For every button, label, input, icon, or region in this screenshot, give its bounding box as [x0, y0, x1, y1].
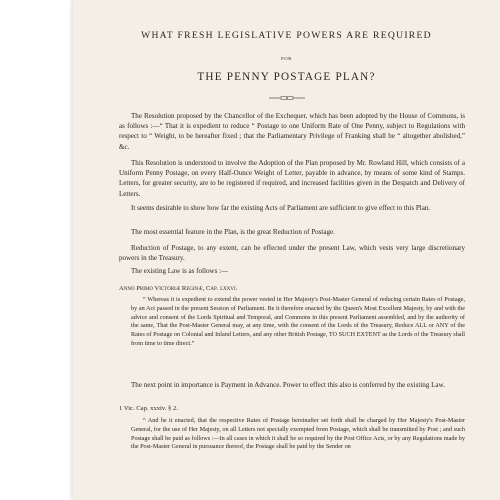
ornament-divider — [269, 96, 305, 100]
statute-quote-2: “ And be it enacted, that the respective Rates of Postage hereinafter set forth shall be charged by Her Majesty's Post-Master General, for the use of Her Majesty, on all Letters not specially exempted from Postage, which shall be transmitted by Post ; and such Postage shall be paid as follows :—In all cases in which it shall be so required by the Post Office Acts, or by any Regulations made by the Post-Master General in pursuance thereof, the Postage shall be paid by the Sender on — [131, 417, 465, 451]
paragraph-plan: This Resolution is understood to involve the Adoption of the Plan proposed by Mr. Rowland Hill, which consists of a Uniform Penny Postage, on every Half-Ounce Weight of Letter, payable in advance, by means of some kind of Stamps. Letters, for greater security, are to be registered if required, and increased facilities given in the Despatch and Delivery of Letters. — [119, 159, 465, 198]
document-page — [73, 0, 500, 500]
statute-reference-1: Anno Primo Victoriæ Reginæ, Cap. lxxvi. — [119, 285, 238, 292]
title-line-2: FOR — [281, 56, 292, 61]
paragraph-reduction: Reduction of Postage, to any extent, can be effected under the present Law, which vests very large discretionary powers in the Treasury. — [119, 244, 465, 263]
paragraph-payment: The next point in importance is Payment in Advance. Power to effect this also is conferred by the existing Law. — [131, 381, 445, 389]
title-line-3: THE PENNY POSTAGE PLAN? — [197, 71, 376, 83]
paragraph-existing-law: The existing Law is as follows :— — [131, 267, 229, 275]
paragraph-feature: The most essential feature in the Plan, is the great Reduction of Postage. — [131, 228, 335, 236]
statute-quote-1: “ Whereas it is expedient to extend the power vested in Her Majesty's Post-Master General of reducing certain Rates of Postage, by an Act passed in the present Session of Parliament. Be it therefore enacted by the Queen's Most Excellent Majesty, by and with the advice and consent of the Lords Spiritual and Temporal, and Commons in this present Parliament assembled, and by the authority of the same, That the Post-Master General may, at any time, with the consent of the Lords of the Treasury, Reduce ALL or ANY of the Rates of Postage on Colonial and Inland Letters, and any other British Postage, TO SUCH EXTENT as the Lords of the Treasury shall from time to time direct.” — [131, 296, 465, 347]
paragraph-resolution: The Resolution proposed by the Chancellor of the Exchequer, which has been adopted by the House of Commons, is as follows :—“ That it is expedient to reduce “ Postage to one Uniform Rate of One Penny, subject to Regulations with respect to “ Weight, to be hereafter fixed ; that the Parliamentary Privilege of Franking shall be “ altogether abolished,” &c. — [119, 112, 465, 151]
title-line-1: WHAT FRESH LEGISLATIVE POWERS ARE REQUIRED — [141, 30, 432, 41]
paragraph-acts: It seems desirable to show how far the existing Acts of Parliament are sufficient to give effect to this Plan. — [131, 204, 431, 212]
statute-reference-2: 1 Vic. Cap. xxxiv. § 2. — [119, 405, 178, 412]
